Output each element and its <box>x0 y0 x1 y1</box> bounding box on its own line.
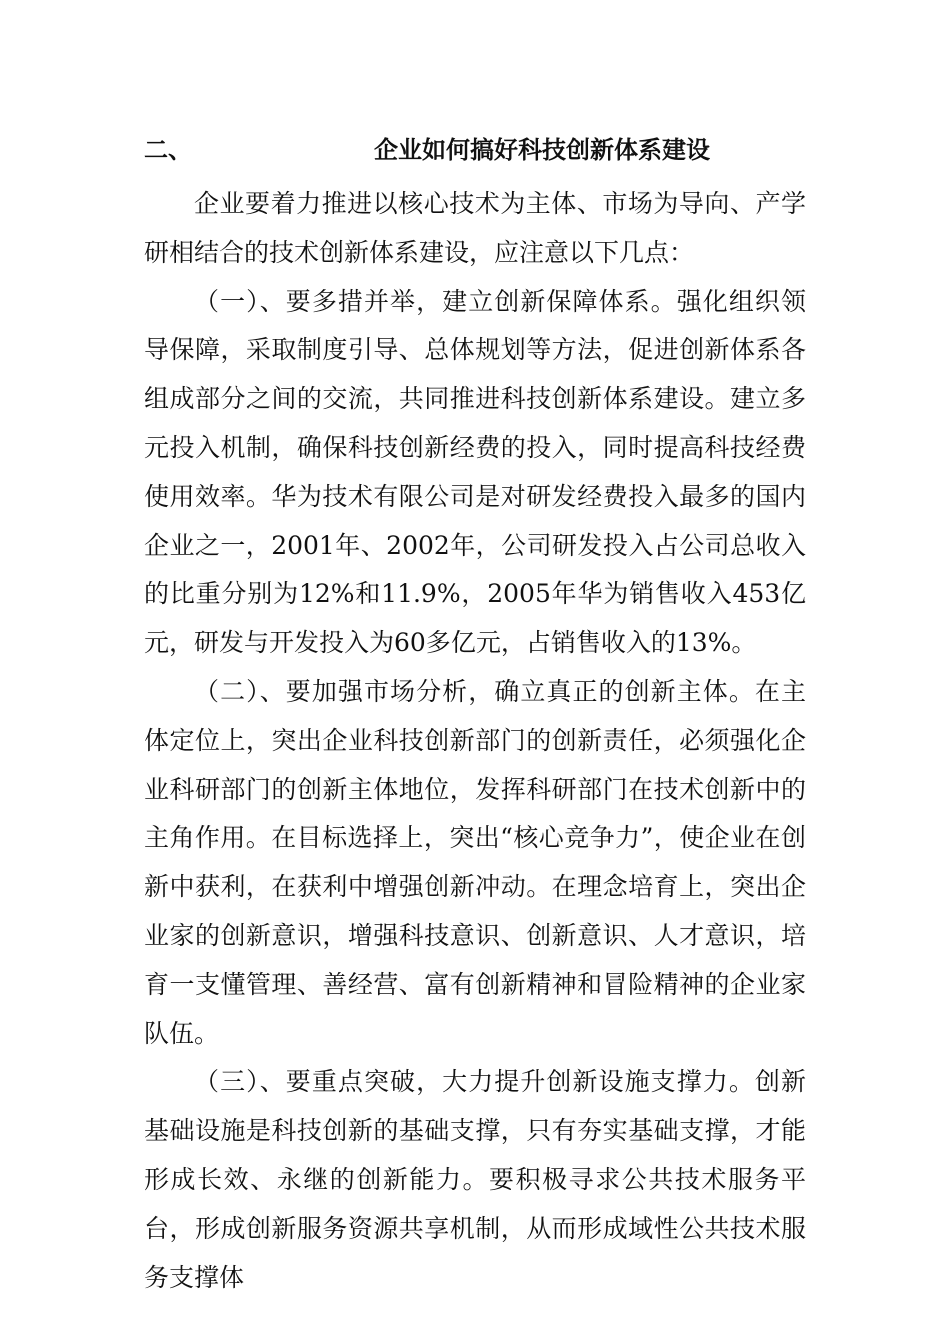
body-text <box>144 180 806 1302</box>
paragraph-innovation-subject: （二）、要加强市场分析，确立真正的创新主体。在主体定位上，突出企业科技创新部门的创新责任，必须强化企业科研部门的创新主体地位，发挥科研部门在技术创新中的主角作用。在目标选择上，突出“核心竞争力”，使企业在创新中获利，在获利中增强创新冲动。在理念培育上，突出企业家的创新意识，增强科技意识、创新意识、人才意识，培育一支懂管理、善经营、富有创新精神和冒险精神的企业家队伍。 <box>144 676 806 1048</box>
paragraph-guarantee-system: （一）、要多措并举，建立创新保障体系。强化组织领导保障，采取制度引导、总体规划等方法，促进创新体系各组成部分之间的交流，共同推进科技创新体系建设。建立多元投入机制，确保科技创新经费的投入，同时提高科技经费使用效率。华为技术有限公司是对研发经费投入最多的国内企业之一，2001年、2002年，公司研发投入占公司总收入的比重分别为12%和11.9%，2005年华为销售收入453亿元，研发与开发投入为60多亿元，占销售收入的13%。 <box>144 286 806 658</box>
section-heading <box>144 128 804 172</box>
section-title: 企业如何搞好科技创新体系建设 <box>374 135 710 164</box>
intro-paragraph: 企业要着力推进以核心技术为主体、市场为导向、产学研相结合的技术创新体系建设，应注意以下几点： <box>144 189 806 267</box>
section-number: 二、 <box>144 135 192 164</box>
paragraph-infrastructure: （三）、要重点突破，大力提升创新设施支撑力。创新基础设施是科技创新的基础支撑，只有夯实基础支撑，才能形成长效、永继的创新能力。要积极寻求公共技术服务平台，形成创新服务资源共享机制，从而形成域性公共技术服务支撑体 <box>144 1067 806 1292</box>
